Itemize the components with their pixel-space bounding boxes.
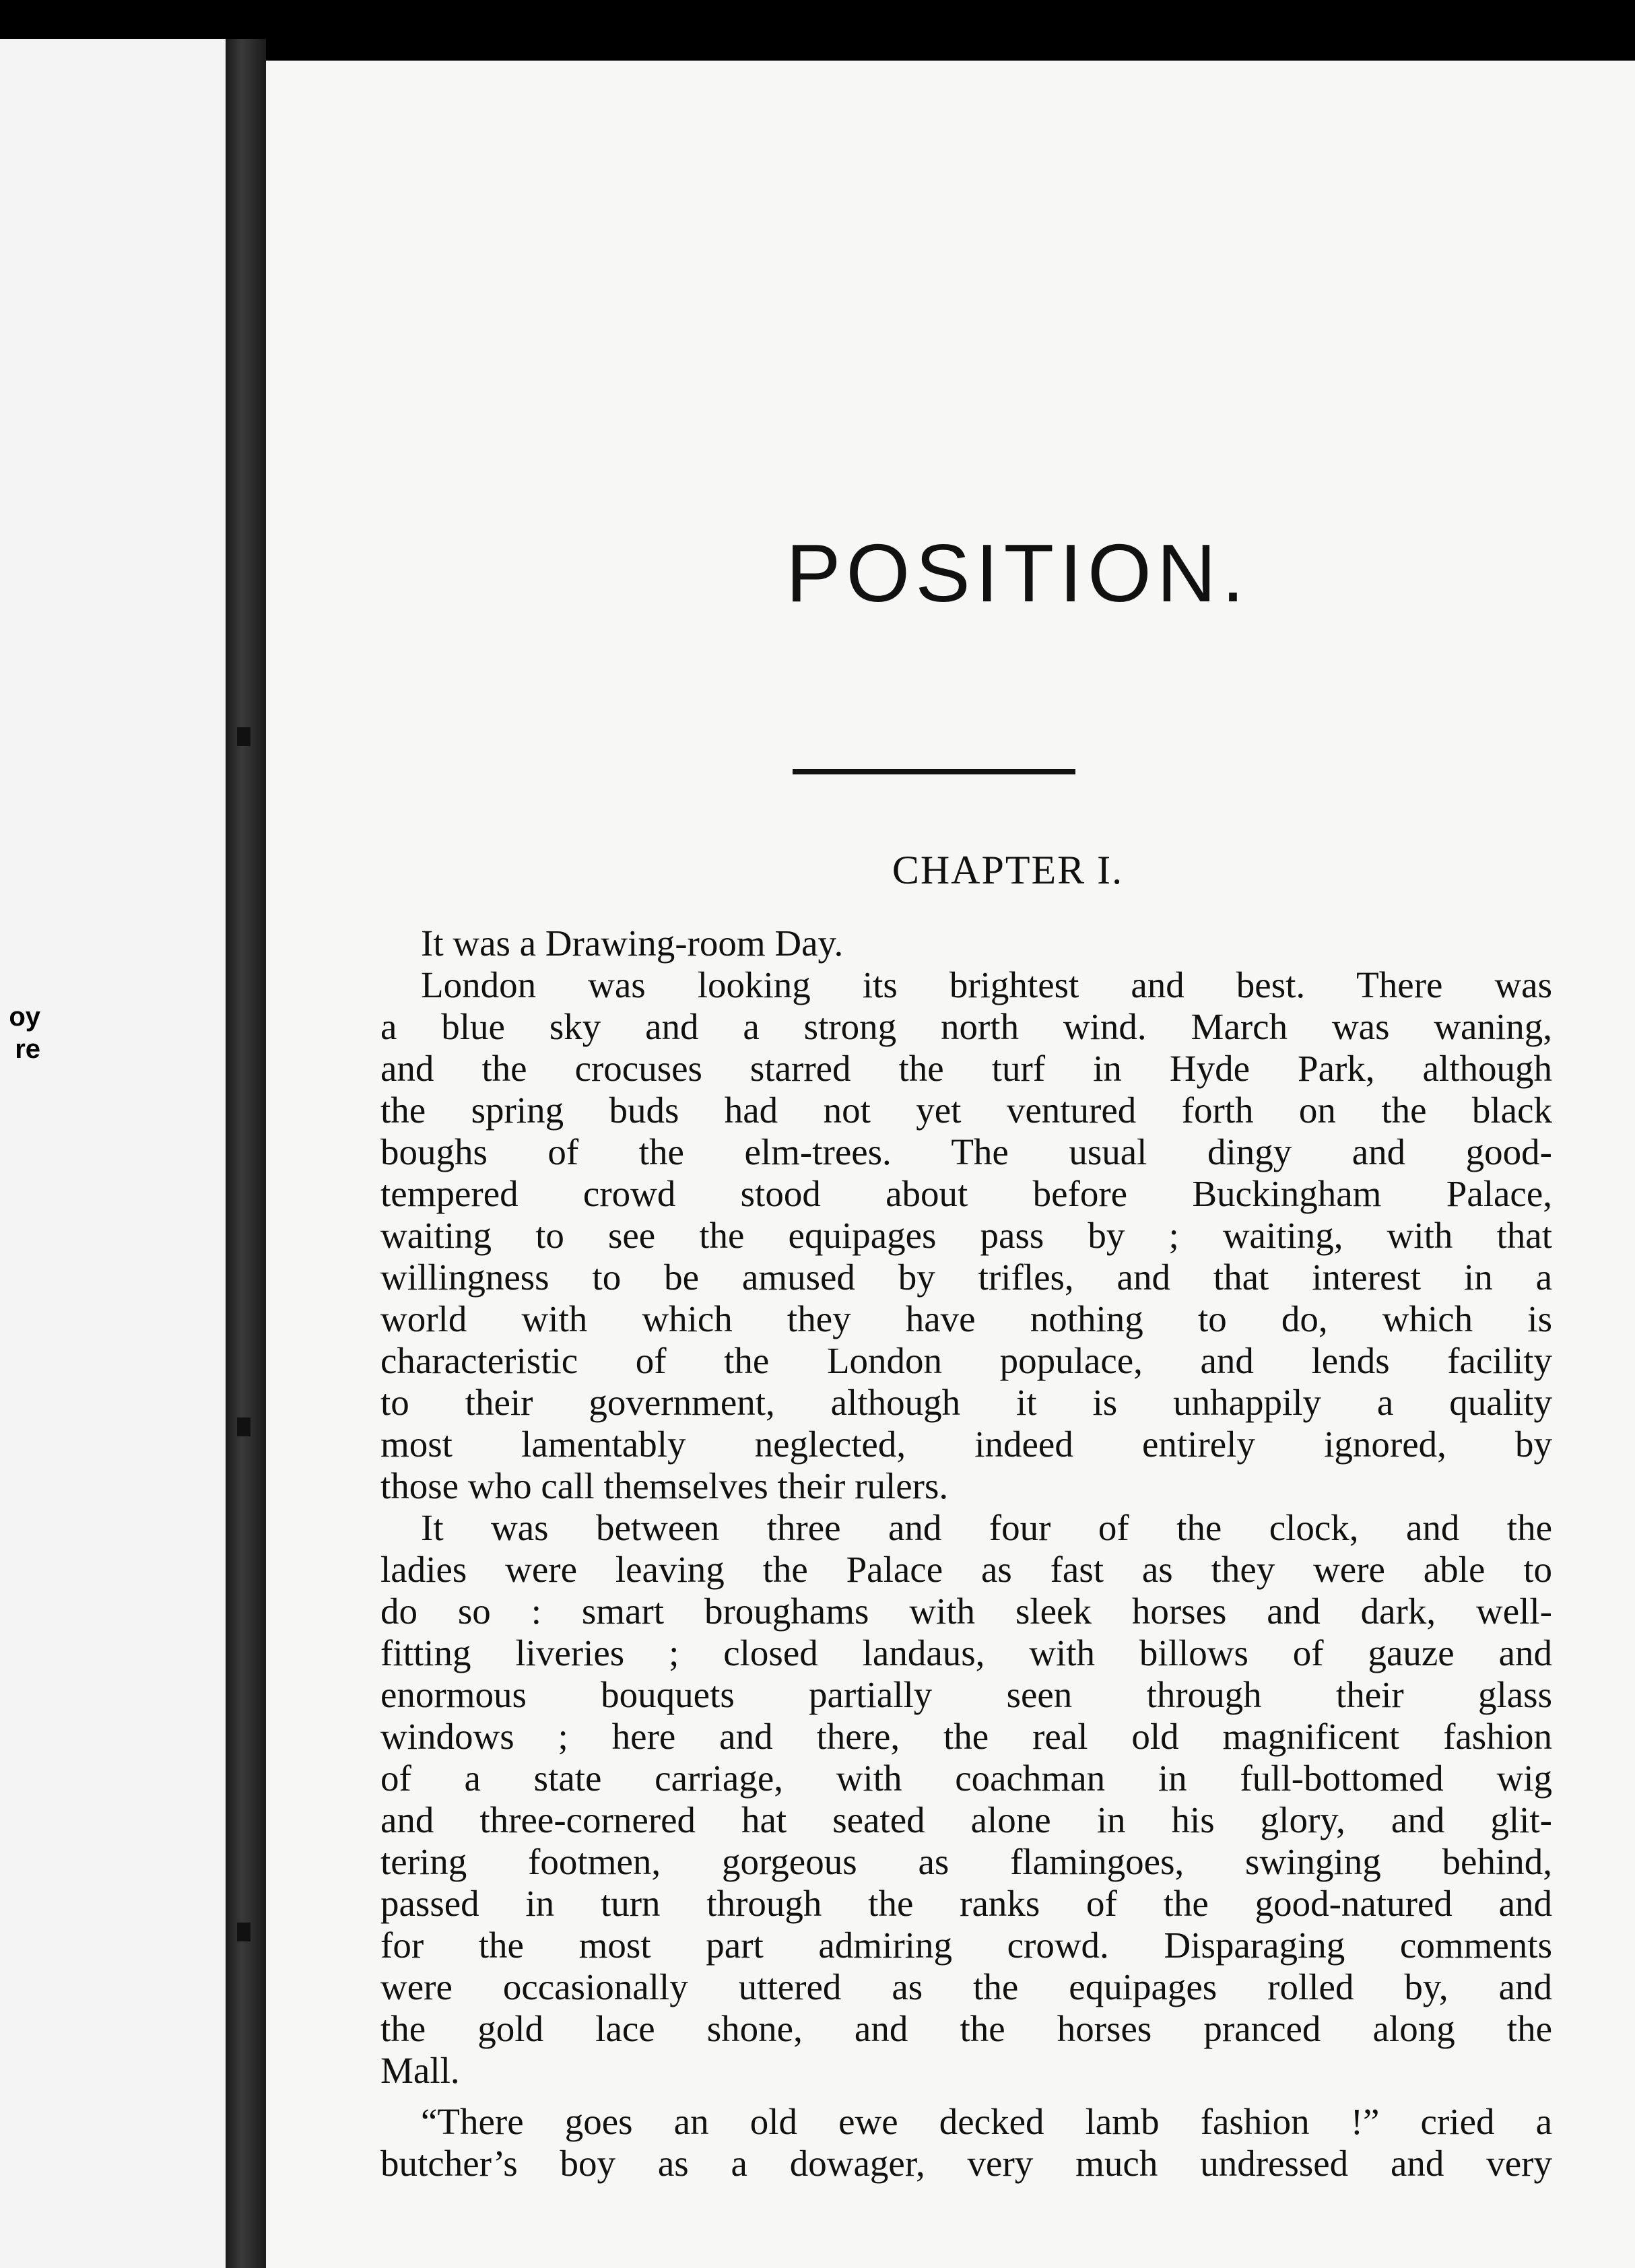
- text-line: willingness to be amused by trifles, and that interest in a: [380, 1257, 1552, 1298]
- page-content: [266, 61, 1635, 2268]
- text-line: and three-cornered hat seated alone in his glory, and glit-: [380, 1799, 1552, 1840]
- text-line: windows ; here and there, the real old magnificent fashion: [380, 1716, 1552, 1757]
- book-title: POSITION.: [786, 527, 1250, 619]
- text-line: of a state carriage, with coachman in full-bottomed wig: [380, 1758, 1552, 1799]
- text-line: and the crocuses starred the turf in Hyde Park, although: [380, 1048, 1552, 1089]
- paragraph: [380, 923, 1552, 964]
- text-line: world with which they have nothing to do, which is: [380, 1298, 1552, 1339]
- binding-mark: [237, 1923, 251, 1941]
- paragraph: [380, 1507, 1552, 2092]
- chapter-body: [380, 923, 1552, 2184]
- text-line: butcher’s boy as a dowager, very much undressed and very: [380, 2143, 1552, 2184]
- text-line: tempered crowd stood about before Buckingham Palace,: [380, 1173, 1552, 1214]
- text-line: most lamentably neglected, indeed entirely ignored, by: [380, 1424, 1552, 1465]
- paragraph: [380, 2101, 1552, 2184]
- right-page: [266, 61, 1635, 2268]
- binding-mark: [237, 1418, 251, 1436]
- text-line: those who call themselves their rulers.: [380, 1465, 949, 1506]
- left-page: [0, 39, 227, 2268]
- text-line: characteristic of the London populace, and lends facility: [380, 1340, 1552, 1381]
- text-line: a blue sky and a strong north wind. March was waning,: [380, 1006, 1552, 1047]
- chapter-heading: CHAPTER I.: [892, 848, 1124, 892]
- text-line: London was looking its brightest and best. There was: [421, 964, 1552, 1005]
- text-line: do so : smart broughams with sleek horses and dark, well-: [380, 1591, 1552, 1632]
- text-line: the gold lace shone, and the horses pranced along the: [380, 2008, 1552, 2049]
- left-page-fragment: oy: [9, 1002, 40, 1032]
- text-line: boughs of the elm-trees. The usual dingy and good-: [380, 1131, 1552, 1172]
- text-line: enormous bouquets partially seen through their glass: [380, 1674, 1552, 1715]
- text-line: ladies were leaving the Palace as fast as they were able to: [380, 1549, 1552, 1590]
- text-line: passed in turn through the ranks of the good-natured and: [380, 1883, 1552, 1924]
- text-line: fitting liveries ; closed landaus, with billows of gauze and: [380, 1632, 1552, 1673]
- binding-mark: [237, 727, 251, 746]
- text-line: tering footmen, gorgeous as flamingoes, swinging behind,: [380, 1841, 1552, 1882]
- title-rule: [793, 769, 1075, 774]
- text-line: It was a Drawing-room Day.: [421, 923, 844, 964]
- paragraph: [380, 964, 1552, 1507]
- text-line: It was between three and four of the clock, and the: [421, 1507, 1552, 1548]
- text-line: the spring buds had not yet ventured forth on the black: [380, 1090, 1552, 1131]
- text-line: for the most part admiring crowd. Disparaging comments: [380, 1925, 1552, 1966]
- text-line: Mall.: [380, 2050, 460, 2091]
- text-line: “There goes an old ewe decked lamb fashion !” cried a: [421, 2101, 1552, 2142]
- text-line: waiting to see the equipages pass by ; waiting, with that: [380, 1215, 1552, 1256]
- text-line: to their government, although it is unhappily a quality: [380, 1382, 1552, 1423]
- left-page-fragment: re: [15, 1034, 40, 1064]
- text-line: were occasionally uttered as the equipages rolled by, and: [380, 1966, 1552, 2007]
